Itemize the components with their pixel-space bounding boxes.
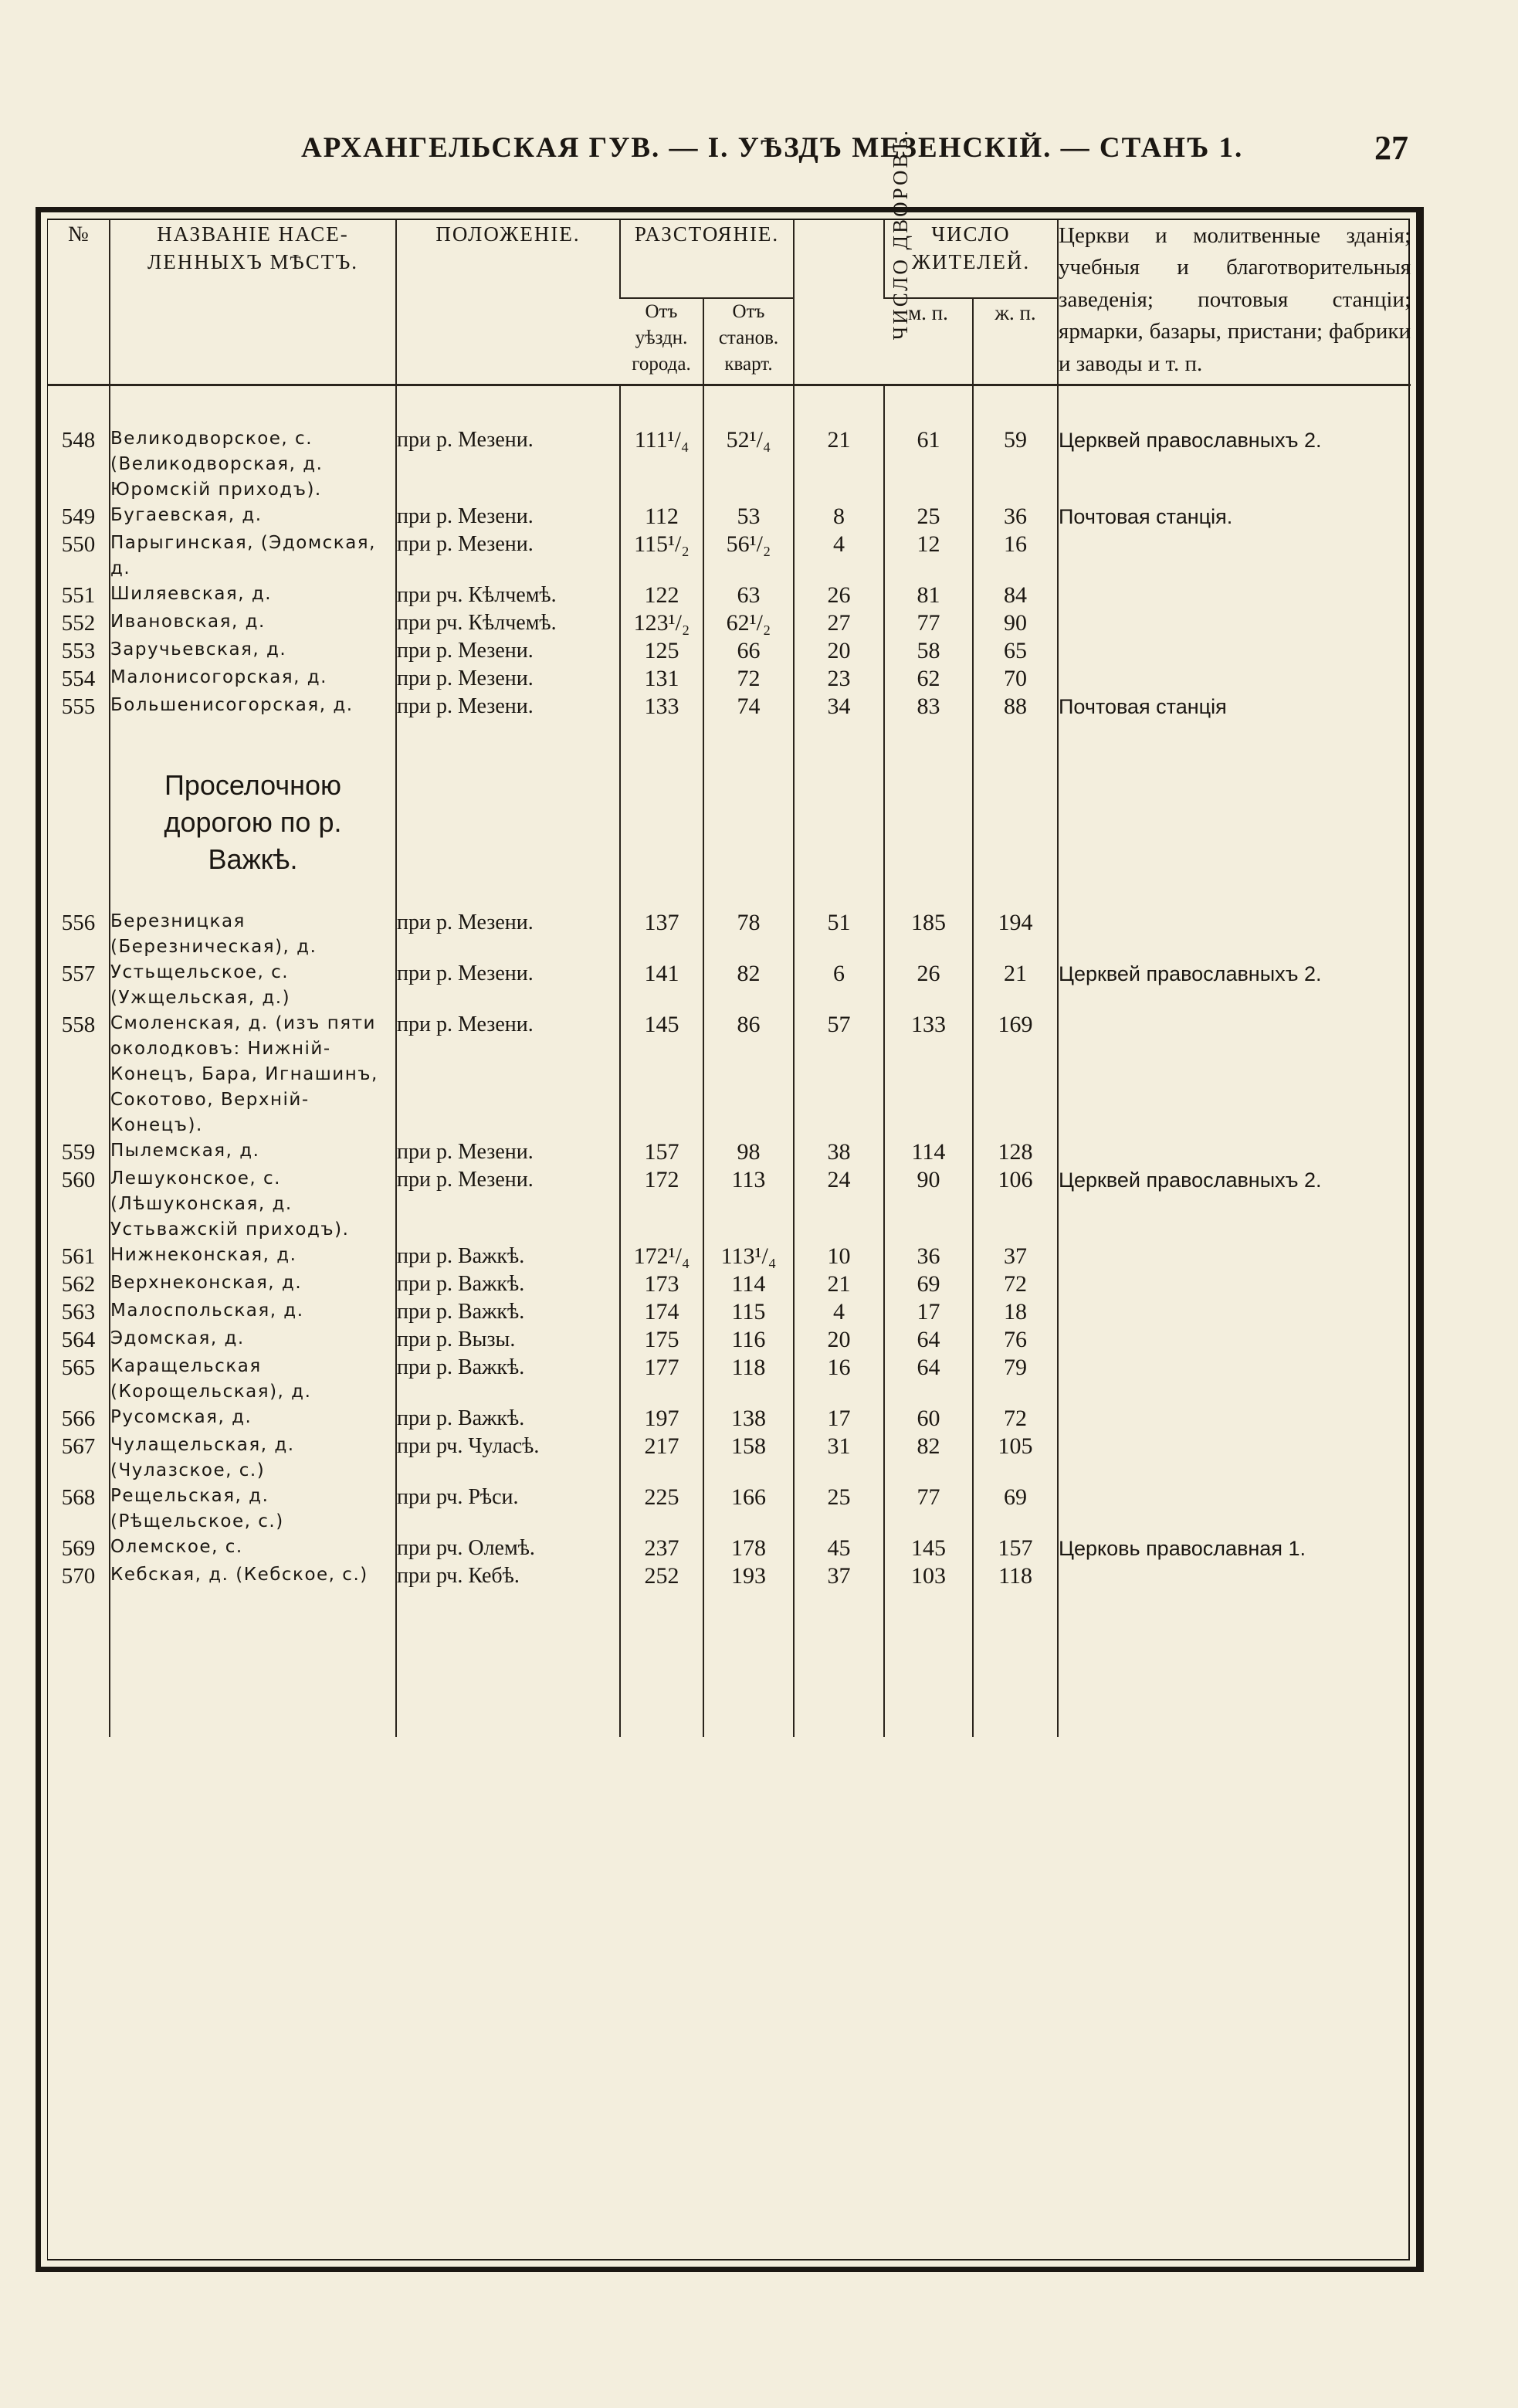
- distance-from-town: 122: [620, 582, 703, 609]
- male-count: 77: [884, 1484, 973, 1535]
- remarks-cell: [1058, 1270, 1411, 1298]
- river-position: при рч. Чуласѣ.: [396, 1433, 620, 1484]
- distance-from-camp: 115: [703, 1298, 794, 1326]
- distance-from-town: 175: [620, 1326, 703, 1354]
- table-row: [48, 1138, 1411, 1166]
- table-row: [48, 609, 1411, 637]
- remarks-cell: Почтовая станція: [1058, 693, 1411, 721]
- filler-cell: [1058, 1590, 1411, 1737]
- distance-from-town: 123¹/₂: [620, 609, 703, 637]
- section-empty-cell: [48, 721, 110, 909]
- col-male-header: м. п.: [884, 298, 973, 385]
- male-count: 60: [884, 1405, 973, 1433]
- distance-from-camp: 82: [703, 960, 794, 1011]
- households-count: 10: [794, 1243, 884, 1270]
- settlement-name: Ивановская, д.: [110, 609, 396, 637]
- river-position: при р. Мезени.: [396, 385, 620, 504]
- row-number: 567: [61, 1434, 96, 1459]
- river-position: при рч. Рѣси.: [396, 1484, 620, 1535]
- remarks-cell: [1058, 1298, 1411, 1326]
- section-empty-cell: [794, 721, 884, 909]
- households-count: 8: [794, 503, 884, 531]
- river-position: при р. Мезени.: [396, 665, 620, 693]
- distance-from-town: 125: [620, 637, 703, 665]
- col-position-header: ПОЛОЖЕНІЕ.: [396, 220, 620, 385]
- row-number: 570: [61, 1564, 96, 1589]
- distance-from-camp: 118: [703, 1354, 794, 1405]
- river-position: при рч. Кѣлчемѣ.: [396, 582, 620, 609]
- settlement-name: Каращельская (Корощельская), д.: [110, 1354, 396, 1405]
- river-position: при р. Мезени.: [396, 909, 620, 960]
- households-count: 37: [794, 1562, 884, 1590]
- female-count: 90: [973, 609, 1058, 637]
- table-row: [48, 960, 1411, 1011]
- settlement-name: Заручьевская, д.: [110, 637, 396, 665]
- river-position: при р. Важкѣ.: [396, 1243, 620, 1270]
- female-count: 169: [973, 1011, 1058, 1138]
- distance-from-camp: 74: [703, 693, 794, 721]
- page-number: 27: [1374, 129, 1408, 167]
- table-row: [48, 1270, 1411, 1298]
- households-count: 20: [794, 637, 884, 665]
- female-count: 157: [973, 1535, 1058, 1562]
- col-number-header: №: [48, 220, 110, 385]
- male-count: 77: [884, 609, 973, 637]
- section-title: Проселочною дорогою по р. Важкѣ.: [110, 721, 396, 909]
- female-count: 128: [973, 1138, 1058, 1166]
- settlement-name: Шиляевская, д.: [110, 582, 396, 609]
- row-number: 550: [61, 532, 96, 557]
- settlement-name: Малоспольская, д.: [110, 1298, 396, 1326]
- settlement-name: Эдомская, д.: [110, 1326, 396, 1354]
- river-position: при р. Вызы.: [396, 1326, 620, 1354]
- households-count: 51: [794, 909, 884, 960]
- remarks-cell: [1058, 909, 1411, 960]
- remarks-cell: Церквей православныхъ 2.: [1058, 960, 1411, 1011]
- row-number: 548: [61, 428, 96, 453]
- male-count: 103: [884, 1562, 973, 1590]
- female-count: 21: [973, 960, 1058, 1011]
- row-number: 566: [61, 1406, 96, 1431]
- male-count: 145: [884, 1535, 973, 1562]
- female-count: 79: [973, 1354, 1058, 1405]
- male-count: 36: [884, 1243, 973, 1270]
- male-count: 133: [884, 1011, 973, 1138]
- section-empty-cell: [703, 721, 794, 909]
- col-name-header: НАЗВАНІЕ НАСЕ-ЛЕННЫХЪ МѢСТЪ.: [110, 220, 396, 385]
- section-empty-cell: [620, 721, 703, 909]
- female-count: 37: [973, 1243, 1058, 1270]
- distance-from-town: 225: [620, 1484, 703, 1535]
- remarks-cell: [1058, 1484, 1411, 1535]
- table-row: [48, 1326, 1411, 1354]
- female-count: 105: [973, 1433, 1058, 1484]
- remarks-cell: Церквей православныхъ 2.: [1058, 385, 1411, 504]
- male-count: 83: [884, 693, 973, 721]
- distance-from-town: 115¹/₂: [620, 531, 703, 582]
- running-title: АРХАНГЕЛЬСКАЯ ГУВ. — I. УѢЗДЪ МЕЗЕНСКІЙ. — СТАНЪ 1.: [301, 132, 1244, 164]
- male-count: 62: [884, 665, 973, 693]
- households-count: 26: [794, 582, 884, 609]
- settlement-name: Рещельская, д. (Рѣщельское, с.): [110, 1484, 396, 1535]
- river-position: при р. Важкѣ.: [396, 1270, 620, 1298]
- female-count: 72: [973, 1270, 1058, 1298]
- households-count: 34: [794, 693, 884, 721]
- col-from-town-header: Отъ уѣздн. города.: [620, 298, 703, 385]
- distance-from-town: 145: [620, 1011, 703, 1138]
- settlement-name: Лешуконское, с. (Лѣшуконская, д. Устьважскій приходъ).: [110, 1166, 396, 1243]
- households-count: 17: [794, 1405, 884, 1433]
- distance-from-town: 252: [620, 1562, 703, 1590]
- remarks-cell: [1058, 1326, 1411, 1354]
- distance-from-town: 174: [620, 1298, 703, 1326]
- distance-from-camp: 113¹/₄: [703, 1243, 794, 1270]
- households-count: 57: [794, 1011, 884, 1138]
- table-row: [48, 693, 1411, 721]
- row-number: 568: [61, 1485, 96, 1510]
- river-position: при р. Мезени.: [396, 960, 620, 1011]
- distance-from-camp: 62¹/₂: [703, 609, 794, 637]
- remarks-cell: [1058, 1011, 1411, 1138]
- households-count: 16: [794, 1354, 884, 1405]
- river-position: при р. Важкѣ.: [396, 1354, 620, 1405]
- households-count: 6: [794, 960, 884, 1011]
- remarks-cell: [1058, 1433, 1411, 1484]
- settlement-name: Бугаевская, д.: [110, 503, 396, 531]
- households-count: 38: [794, 1138, 884, 1166]
- remarks-cell: [1058, 1243, 1411, 1270]
- remarks-cell: [1058, 637, 1411, 665]
- remarks-cell: [1058, 1405, 1411, 1433]
- distance-from-town: 131: [620, 665, 703, 693]
- filler-cell: [794, 1590, 884, 1737]
- distance-from-town: 217: [620, 1433, 703, 1484]
- table-row: [48, 503, 1411, 531]
- river-position: при р. Мезени.: [396, 503, 620, 531]
- section-empty-cell: [884, 721, 973, 909]
- male-count: 26: [884, 960, 973, 1011]
- male-count: 64: [884, 1354, 973, 1405]
- distance-from-town: 141: [620, 960, 703, 1011]
- row-number: 554: [61, 666, 96, 691]
- female-count: 36: [973, 503, 1058, 531]
- row-number: 556: [61, 911, 96, 935]
- distance-from-camp: 56¹/₂: [703, 531, 794, 582]
- female-count: 194: [973, 909, 1058, 960]
- table-row: [48, 1405, 1411, 1433]
- households-header-text: ЧИСЛО ДВОРОВЪ.: [888, 128, 912, 341]
- male-count: 114: [884, 1138, 973, 1166]
- female-count: 69: [973, 1484, 1058, 1535]
- settlement-name: Великодворское, с. (Великодворская, д. Юромскій приходъ).: [110, 385, 396, 504]
- female-count: 84: [973, 582, 1058, 609]
- filler-cell: [973, 1590, 1058, 1737]
- col-remarks-header: Церкви и молитвенные зданія; учебныя и благотворительныя заведенія; почтовыя станціи; ярмарки, базары, пристани; фабрики и заводы и т. п.: [1058, 220, 1411, 385]
- row-number: 558: [61, 1012, 96, 1037]
- distance-from-town: 133: [620, 693, 703, 721]
- river-position: при р. Важкѣ.: [396, 1405, 620, 1433]
- table-row: [48, 582, 1411, 609]
- female-count: 18: [973, 1298, 1058, 1326]
- table-row: [48, 1011, 1411, 1138]
- settlement-name: Пылемская, д.: [110, 1138, 396, 1166]
- female-count: 88: [973, 693, 1058, 721]
- section-empty-cell: [973, 721, 1058, 909]
- households-count: 21: [794, 1270, 884, 1298]
- settlement-name: Большенисогорская, д.: [110, 693, 396, 721]
- distance-from-camp: 113: [703, 1166, 794, 1243]
- distance-from-camp: 78: [703, 909, 794, 960]
- table-row: [48, 1484, 1411, 1535]
- households-count: 24: [794, 1166, 884, 1243]
- distance-from-town: 197: [620, 1405, 703, 1433]
- row-number: 553: [61, 639, 96, 663]
- row-number: 569: [61, 1536, 96, 1561]
- distance-from-town: 177: [620, 1354, 703, 1405]
- distance-from-camp: 158: [703, 1433, 794, 1484]
- table-row: [48, 1354, 1411, 1405]
- section-heading-row: [48, 721, 1411, 909]
- distance-from-town: 173: [620, 1270, 703, 1298]
- table-filler-row: [48, 1590, 1411, 1737]
- distance-from-town: 111¹/₄: [620, 385, 703, 504]
- table-row: [48, 1243, 1411, 1270]
- section-empty-cell: [1058, 721, 1411, 909]
- settlement-name: Олемское, с.: [110, 1535, 396, 1562]
- row-number: 563: [61, 1300, 96, 1324]
- distance-from-town: 112: [620, 503, 703, 531]
- filler-cell: [396, 1590, 620, 1737]
- distance-from-camp: 138: [703, 1405, 794, 1433]
- households-count: 25: [794, 1484, 884, 1535]
- table-row: [48, 637, 1411, 665]
- distance-from-town: 157: [620, 1138, 703, 1166]
- col-from-camp-header: Отъ станов. кварт.: [703, 298, 794, 385]
- male-count: 81: [884, 582, 973, 609]
- table-row: [48, 665, 1411, 693]
- settlement-name: Нижнеконская, д.: [110, 1243, 396, 1270]
- table-row: [48, 1433, 1411, 1484]
- male-count: 58: [884, 637, 973, 665]
- male-count: 185: [884, 909, 973, 960]
- remarks-cell: [1058, 609, 1411, 637]
- table-row: [48, 1166, 1411, 1243]
- male-count: 69: [884, 1270, 973, 1298]
- households-count: 23: [794, 665, 884, 693]
- table-row: [48, 1298, 1411, 1326]
- female-count: 70: [973, 665, 1058, 693]
- distance-from-camp: 53: [703, 503, 794, 531]
- river-position: при р. Мезени.: [396, 531, 620, 582]
- row-number: 565: [61, 1355, 96, 1380]
- filler-cell: [48, 1590, 110, 1737]
- row-number: 562: [61, 1272, 96, 1297]
- col-distance-header: РАЗСТОЯНІЕ.: [620, 220, 794, 298]
- row-number: 551: [61, 583, 96, 608]
- female-count: 118: [973, 1562, 1058, 1590]
- table-row: [48, 1562, 1411, 1590]
- distance-from-camp: 63: [703, 582, 794, 609]
- female-count: 16: [973, 531, 1058, 582]
- distance-from-camp: 114: [703, 1270, 794, 1298]
- remarks-cell: [1058, 665, 1411, 693]
- river-position: при р. Мезени.: [396, 693, 620, 721]
- settlement-name: Чулащельская, д. (Чулазское, с.): [110, 1433, 396, 1484]
- male-count: 12: [884, 531, 973, 582]
- female-count: 59: [973, 385, 1058, 504]
- male-count: 64: [884, 1326, 973, 1354]
- distance-from-camp: 98: [703, 1138, 794, 1166]
- table-row: [48, 909, 1411, 960]
- row-number: 549: [61, 504, 96, 529]
- male-count: 90: [884, 1166, 973, 1243]
- river-position: при рч. Кебѣ.: [396, 1562, 620, 1590]
- row-number: 557: [61, 962, 96, 986]
- river-position: при р. Мезени.: [396, 1138, 620, 1166]
- table-body: [48, 385, 1411, 1738]
- male-count: 82: [884, 1433, 973, 1484]
- distance-from-camp: 66: [703, 637, 794, 665]
- distance-from-camp: 72: [703, 665, 794, 693]
- remarks-cell: [1058, 531, 1411, 582]
- settlement-name: Парыгинская, (Эдомская, д.: [110, 531, 396, 582]
- households-count: 45: [794, 1535, 884, 1562]
- distance-from-camp: 116: [703, 1326, 794, 1354]
- col-households-header: [794, 128, 912, 385]
- distance-from-town: 237: [620, 1535, 703, 1562]
- settlement-name: Верхнеконская, д.: [110, 1270, 396, 1298]
- river-position: при р. Мезени.: [396, 1011, 620, 1138]
- households-count: 31: [794, 1433, 884, 1484]
- river-position: при р. Важкѣ.: [396, 1298, 620, 1326]
- female-count: 106: [973, 1166, 1058, 1243]
- col-female-header: ж. п.: [973, 298, 1058, 385]
- river-position: при рч. Олемѣ.: [396, 1535, 620, 1562]
- river-position: при рч. Кѣлчемѣ.: [396, 609, 620, 637]
- filler-cell: [110, 1590, 396, 1737]
- female-count: 65: [973, 637, 1058, 665]
- settlement-name: Русомская, д.: [110, 1405, 396, 1433]
- households-count: 20: [794, 1326, 884, 1354]
- distance-from-camp: 86: [703, 1011, 794, 1138]
- remarks-cell: Церквей православныхъ 2.: [1058, 1166, 1411, 1243]
- remarks-cell: [1058, 1562, 1411, 1590]
- filler-cell: [884, 1590, 973, 1737]
- households-count: 21: [794, 385, 884, 504]
- remarks-cell: [1058, 1354, 1411, 1405]
- distance-from-town: 172: [620, 1166, 703, 1243]
- row-number: 564: [61, 1328, 96, 1352]
- col-inhabitants-header: ЧИСЛО ЖИТЕЛЕЙ.: [884, 220, 1058, 298]
- female-count: 72: [973, 1405, 1058, 1433]
- settlement-name: Устьщельское, с. (Ужщельская, д.): [110, 960, 396, 1011]
- page-header: [0, 0, 1518, 170]
- distance-from-camp: 193: [703, 1562, 794, 1590]
- households-count: 4: [794, 1298, 884, 1326]
- distance-from-camp: 166: [703, 1484, 794, 1535]
- households-count: 27: [794, 609, 884, 637]
- table-row: [48, 385, 1411, 504]
- row-number: 559: [61, 1140, 96, 1165]
- row-number: 561: [61, 1244, 96, 1269]
- river-position: при р. Мезени.: [396, 1166, 620, 1243]
- distance-from-town: 172¹/₄: [620, 1243, 703, 1270]
- remarks-cell: [1058, 582, 1411, 609]
- distance-from-town: 137: [620, 909, 703, 960]
- table-row: [48, 1535, 1411, 1562]
- row-number: 560: [61, 1168, 96, 1192]
- filler-cell: [703, 1590, 794, 1737]
- female-count: 76: [973, 1326, 1058, 1354]
- remarks-cell: Церковь православная 1.: [1058, 1535, 1411, 1562]
- remarks-cell: Почтовая станція.: [1058, 503, 1411, 531]
- remarks-cell: [1058, 1138, 1411, 1166]
- settlement-name: Малонисогорская, д.: [110, 665, 396, 693]
- distance-from-camp: 52¹/₄: [703, 385, 794, 504]
- filler-cell: [620, 1590, 703, 1737]
- distance-from-camp: 178: [703, 1535, 794, 1562]
- row-number: 552: [61, 611, 96, 636]
- households-count: 4: [794, 531, 884, 582]
- male-count: 25: [884, 503, 973, 531]
- male-count: 61: [884, 385, 973, 504]
- table-row: [48, 531, 1411, 582]
- settlement-name: Смоленская, д. (изъ пяти околодковъ: Нижній-Конецъ, Бара, Игнашинъ, Сокотово, Верхній-Конецъ).: [110, 1011, 396, 1138]
- settlement-name: Кебская, д. (Кебское, с.): [110, 1562, 396, 1590]
- male-count: 17: [884, 1298, 973, 1326]
- section-empty-cell: [396, 721, 620, 909]
- river-position: при р. Мезени.: [396, 637, 620, 665]
- row-number: 555: [61, 694, 96, 719]
- settlement-name: Березницкая (Березническая), д.: [110, 909, 396, 960]
